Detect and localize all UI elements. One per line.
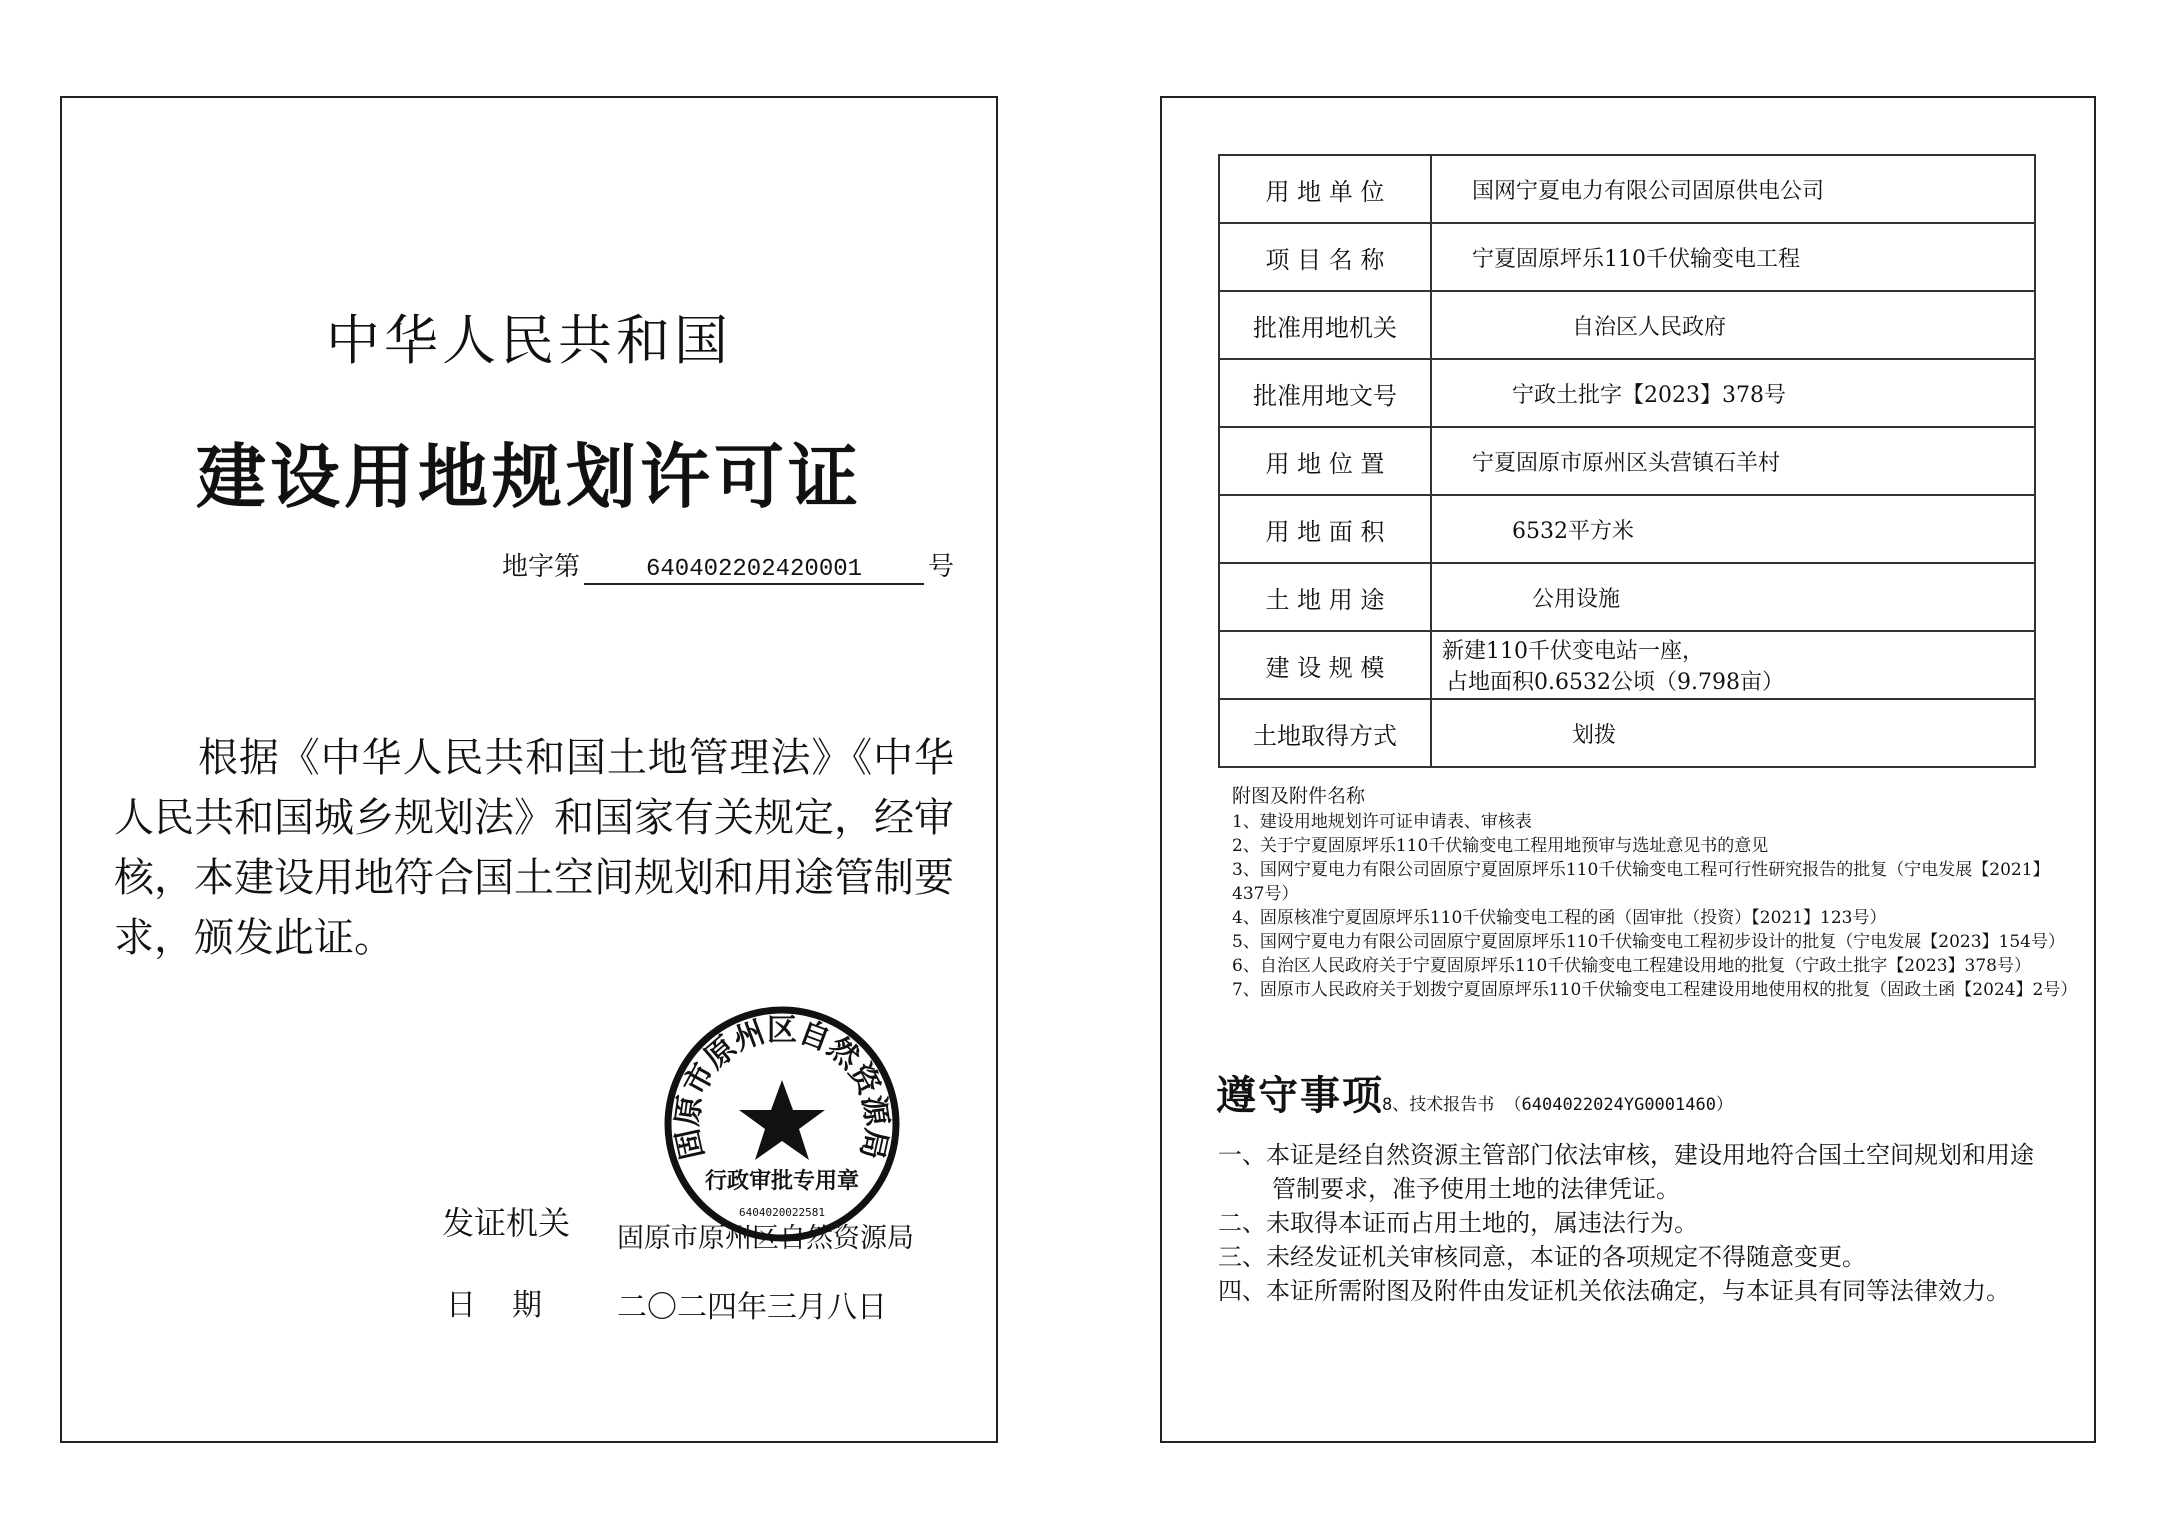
table-row [1219, 223, 2035, 291]
list-item: 1、建设用地规划许可证申请表、审核表 [1232, 812, 1532, 832]
seal-code: 6404020022581 [738, 1206, 826, 1219]
certificate-title: 建设用地规划许可证 [196, 436, 862, 518]
certificate-number: 640402202420001 [584, 556, 924, 585]
list-item: 3、国网宁夏电力有限公司固原宁夏固原坪乐110千伏输变电工程可行性研究报告的批复（宁电发展【2021】437号） [1232, 860, 2050, 904]
list-item: 5、国网宁夏电力有限公司固原宁夏固原坪乐110千伏输变电工程初步设计的批复（宁电发展【2023】154号） [1232, 932, 2065, 952]
seal-ring-text: 固原市原州区自然资源局 [669, 1012, 895, 1163]
row-label: 土地取得方式 [1219, 699, 1431, 767]
row-label: 批准用地机关 [1219, 291, 1431, 359]
attachments-list [1232, 784, 2078, 1002]
table-row [1219, 291, 2035, 359]
table-row [1219, 563, 2035, 631]
list-item: 4、固原核准宁夏固原坪乐110千伏输变电工程的函（固审批（投资）【2021】123号） [1232, 908, 1887, 928]
certificate-number-line [502, 546, 954, 585]
seal-center-text: 行政审批专用章 [704, 1169, 860, 1194]
technical-report-number: （6404022024YG0001460） [1504, 1095, 1733, 1115]
list-item: 四、本证所需附图及附件由发证机关依法确定，与本证具有同等法律效力。 [1218, 1277, 2010, 1305]
technical-report-line [1382, 1090, 1733, 1115]
issuer-name: 固原市原州区自然资源局 [617, 1223, 914, 1254]
row-value: 6532平方米 [1431, 495, 2035, 563]
official-seal [662, 1004, 902, 1244]
row-label: 用 地 单 位 [1219, 155, 1431, 223]
list-item: 7、固原市人民政府关于划拨宁夏固原坪乐110千伏输变电工程建设用地使用权的批复（固政土函【2024】2号） [1232, 980, 2078, 1000]
row-value: 新建110千伏变电站一座， 占地面积0.6532公顷（9.798亩） [1431, 631, 2035, 699]
row-value: 宁政土批字【2023】378号 [1431, 359, 2035, 427]
row-value: 自治区人民政府 [1431, 291, 2035, 359]
table-row [1219, 631, 2035, 699]
certificate-body-text: 根据《中华人民共和国土地管理法》《中华人民共和国城乡规划法》和国家有关规定，经审核，本建设用地符合国土空间规划和用途管制要求，颁发此证。 [114, 735, 954, 961]
row-value: 国网宁夏电力有限公司固原供电公司 [1431, 155, 2035, 223]
row-label: 土 地 用 途 [1219, 563, 1431, 631]
list-item: 6、自治区人民政府关于宁夏固原坪乐110千伏输变电工程建设用地的批复（宁政土批字【2023】378号） [1232, 956, 2031, 976]
table-row [1219, 699, 2035, 767]
list-item: 三、未经发证机关审核同意，本证的各项规定不得随意变更。 [1218, 1243, 1866, 1271]
attachments-title: 附图及附件名称 [1232, 785, 1366, 807]
row-label: 批准用地文号 [1219, 359, 1431, 427]
row-label: 用 地 位 置 [1219, 427, 1431, 495]
row-value: 宁夏固原坪乐110千伏输变电工程 [1431, 223, 2035, 291]
certificate-back-page [1160, 96, 2096, 1443]
certificate-front-page [60, 96, 998, 1443]
row-label: 项 目 名 称 [1219, 223, 1431, 291]
table-row [1219, 495, 2035, 563]
row-value: 划拨 [1431, 699, 2035, 767]
date-label: 日期 [446, 1288, 578, 1323]
certificate-number-prefix: 地字第 [502, 552, 581, 582]
land-info-table [1218, 154, 2036, 768]
seal-star-icon [739, 1080, 825, 1160]
row-label: 用 地 面 积 [1219, 495, 1431, 563]
technical-report-label: 8、技术报告书 [1382, 1095, 1495, 1115]
list-item: 2、关于宁夏固原坪乐110千伏输变电工程用地预审与选址意见书的意见 [1232, 836, 1769, 856]
list-item: 一、本证是经自然资源主管部门依法审核，建设用地符合国土空间规划和用途管制要求，准予使用土地的法律凭证。 [1218, 1141, 2034, 1203]
nation-heading: 中华人民共和国 [326, 309, 732, 372]
notice-title: 遵守事项 [1216, 1073, 1384, 1119]
table-row [1219, 359, 2035, 427]
table-row [1219, 155, 2035, 223]
row-value: 公用设施 [1431, 563, 2035, 631]
issue-date: 二〇二四年三月八日 [617, 1290, 887, 1325]
issuer-label: 发证机关 [442, 1204, 571, 1242]
row-value: 宁夏固原市原州区头营镇石羊村 [1431, 427, 2035, 495]
notice-list [1218, 1138, 2038, 1308]
row-label: 建 设 规 模 [1219, 631, 1431, 699]
list-item: 二、未取得本证而占用土地的，属违法行为。 [1218, 1209, 1698, 1237]
certificate-number-suffix: 号 [928, 552, 955, 582]
table-row [1219, 427, 2035, 495]
